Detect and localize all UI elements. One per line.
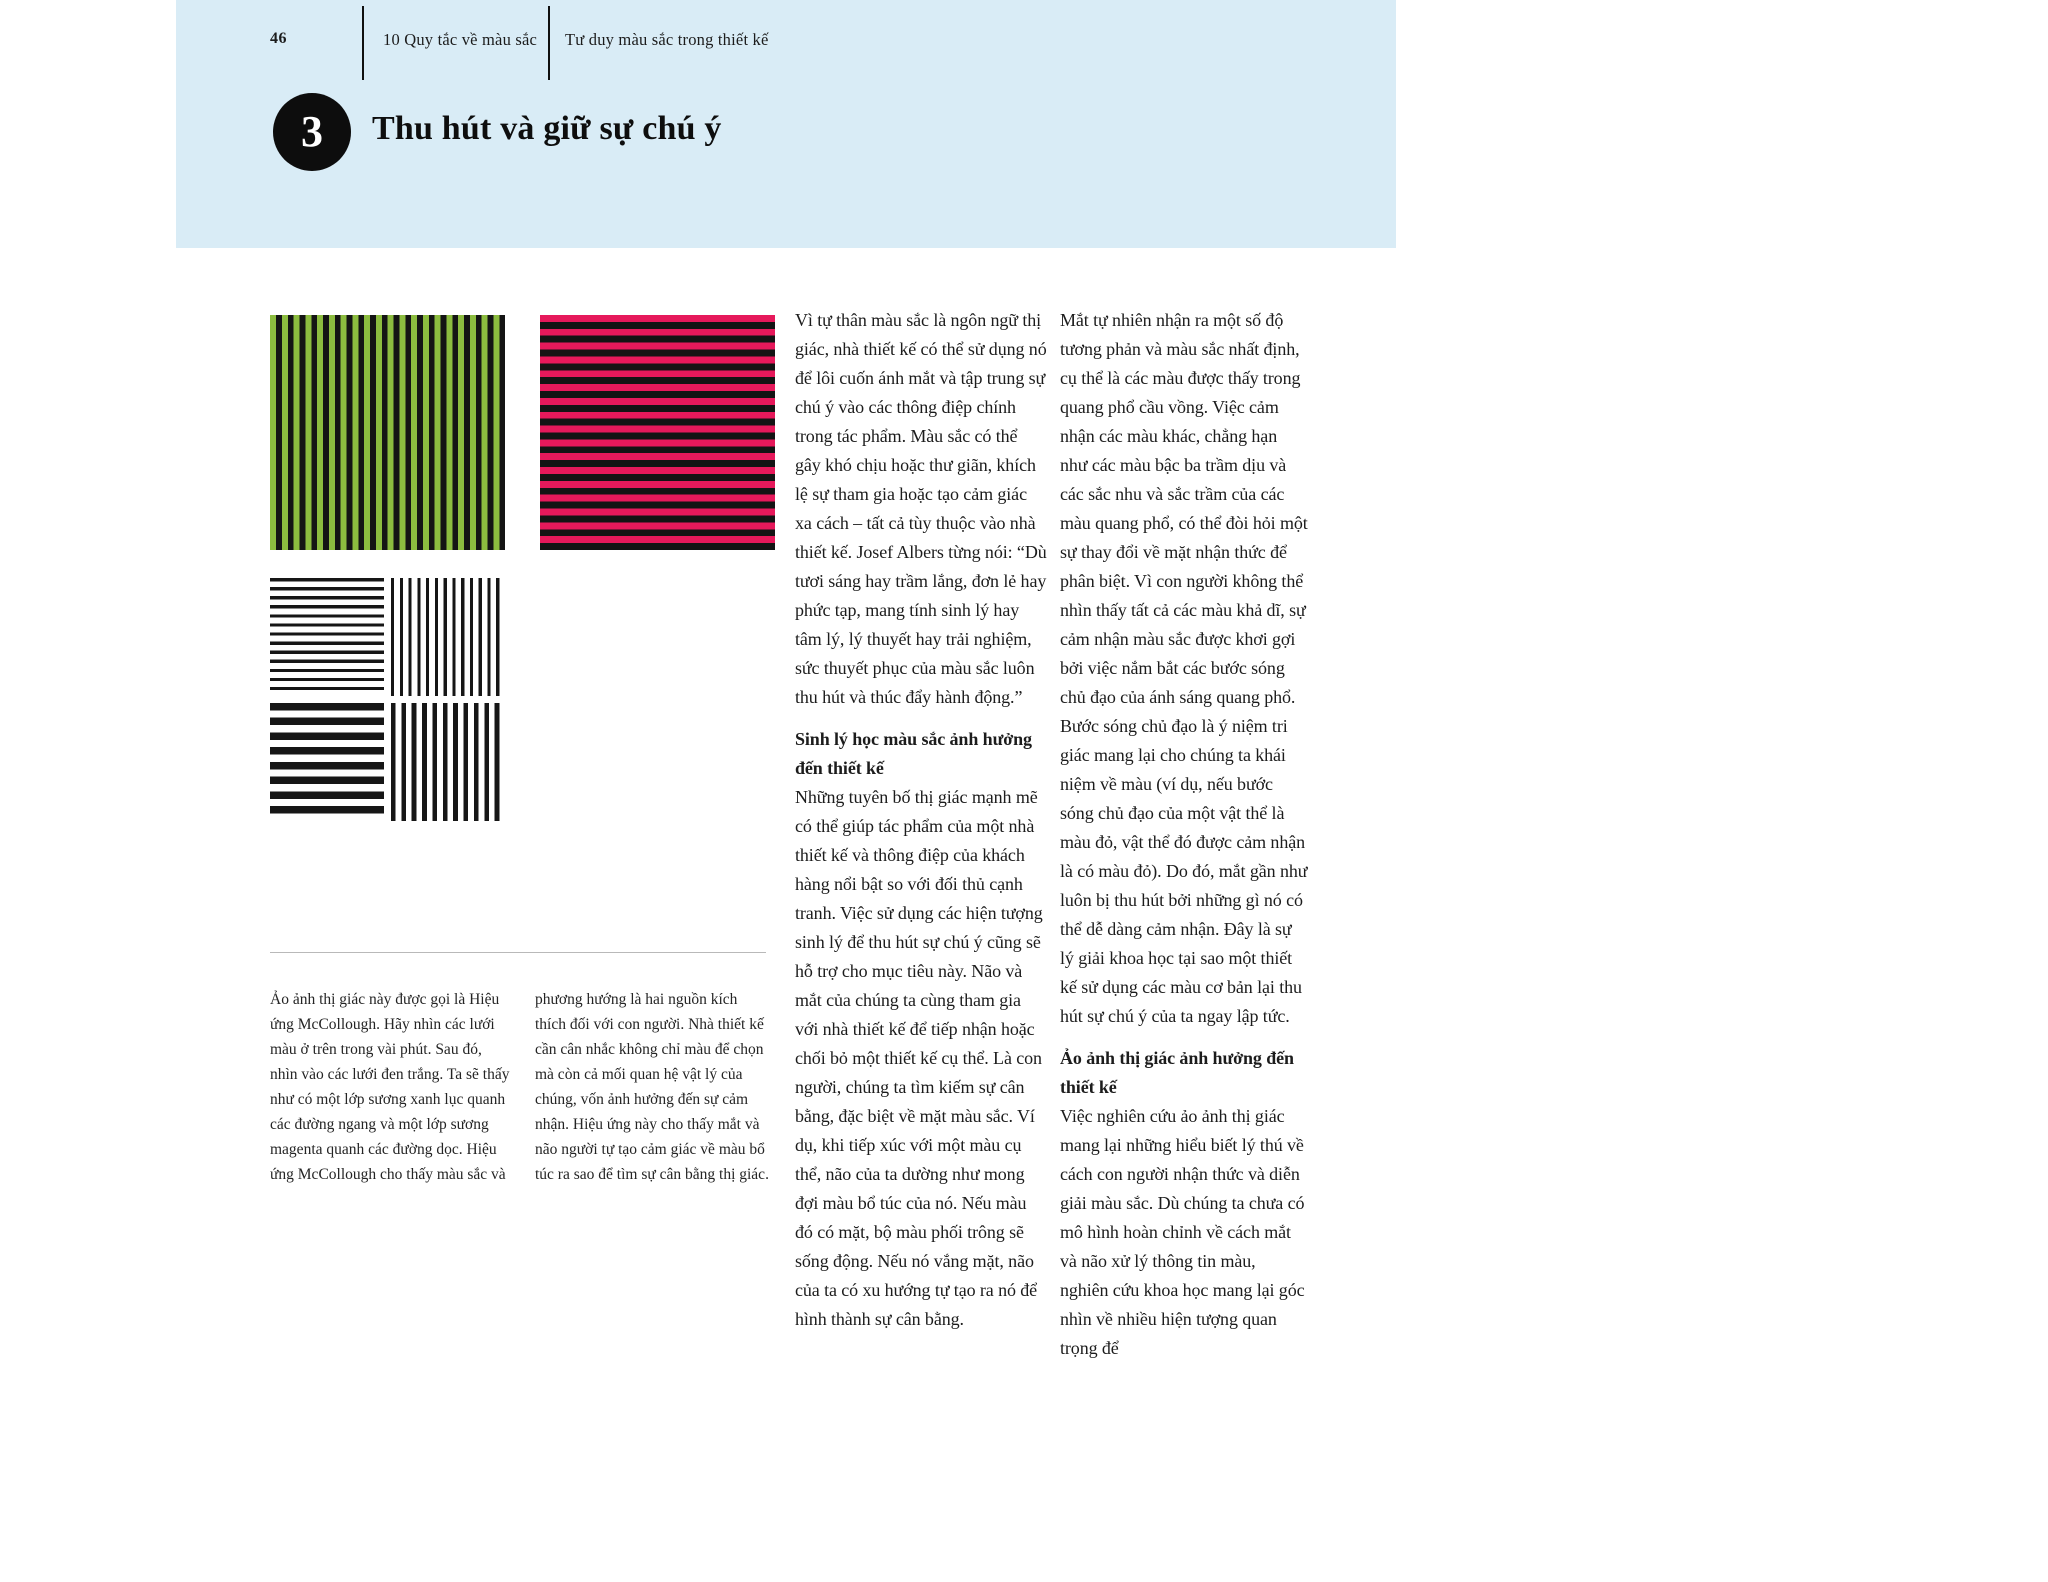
figure-caption-column-2: phương hướng là hai nguồn kích thích đối với con người. Nhà thiết kế cần cân nhắc không chỉ màu để chọn mà còn cả mối quan hệ vật lý của chúng, vốn ảnh hưởng đến sự cảm nhận. Hiệu ứng này cho thấy mắt và não người tự tạo cảm giác về màu bổ túc ra sao để tìm sự cân bằng thị giác. [535, 990, 769, 1183]
body-paragraph: Những tuyên bố thị giác mạnh mẽ có thể giúp tác phẩm của một nhà thiết kế và thông điệp của khách hàng nổi bật so với đối thủ cạnh tranh. Việc sử dụng các hiện tượng sinh lý để thu hút sự chú ý cũng sẽ hỗ trợ cho mục tiêu này. Não và mắt của chúng ta cùng tham gia với nhà thiết kế để tiếp nhận hoặc chối bỏ một thiết kế cụ thể. Là con người, chúng ta tìm kiếm sự cân bằng, đặc biệt về mặt màu sắc. Ví dụ, khi tiếp xúc với một màu cụ thể, não của ta dường như mong đợi màu bổ túc của nó. Nếu màu đó có mặt, bộ màu phối trông sẽ sống động. Nếu nó vắng mặt, não của ta có xu hướng tự tạo ra nó để hình thành sự cân bằng. [795, 787, 1043, 1329]
chapter-number: 3 [301, 107, 323, 156]
running-head-book-title: 10 Quy tắc về màu sắc [383, 30, 538, 49]
test-grid-quadrant-bottom-left [270, 703, 384, 821]
header-divider [548, 6, 550, 80]
page-number: 46 [270, 30, 287, 47]
running-head-section-title: Tư duy màu sắc trong thiết kế [565, 30, 769, 49]
magenta-horizontal-grating-figure [540, 315, 775, 550]
test-grid-quadrant-top-left [270, 578, 384, 696]
subheading-color-physiology: Sinh lý học màu sắc ảnh hưởng đến thiết kế [795, 729, 1032, 778]
chapter-title: Thu hút và giữ sự chú ý [372, 110, 722, 147]
test-grid-quadrant-bottom-right [391, 703, 505, 821]
body-column-1 [795, 306, 1047, 1334]
body-paragraph: Việc nghiên cứu ảo ảnh thị giác mang lại những hiểu biết lý thú về cách con người nhận thức và diễn giải màu sắc. Dù chúng ta chưa có mô hình hoàn chỉnh về cách mắt và não xử lý thông tin màu, nghiên cứu khoa học mang lại góc nhìn về nhiều hiện tượng quan trọng để [1060, 1106, 1305, 1358]
chapter-number-badge [273, 93, 351, 171]
black-white-test-grid-figure [270, 578, 505, 821]
figure-caption-column-1: Ảo ảnh thị giác này được gọi là Hiệu ứng McCollough. Hãy nhìn các lưới màu ở trên trong vài phút. Sau đó, nhìn vào các lưới đen trắng. Ta sẽ thấy như có một lớp sương xanh lục quanh các đường ngang và một lớp sương magenta quanh các đường dọc. Hiệu ứng McCollough cho thấy màu sắc và [270, 990, 510, 1183]
test-grid-quadrant-top-right [391, 578, 505, 696]
header-divider [362, 6, 364, 80]
green-vertical-grating-figure [270, 315, 505, 550]
body-paragraph: Mắt tự nhiên nhận ra một số độ tương phản và màu sắc nhất định, cụ thể là các màu được thấy trong quang phổ cầu vồng. Việc cảm nhận các màu khác, chẳng hạn như các màu bậc ba trầm dịu và các sắc nhu và sắc trầm của các màu quang phổ, có thể đòi hỏi một sự thay đổi về mặt nhận thức để phân biệt. Vì con người không thể nhìn thấy tất cả các màu khả dĩ, sự cảm nhận màu sắc được khơi gợi bởi việc nắm bắt các bước sóng chủ đạo của ánh sáng quang phổ. Bước sóng chủ đạo là ý niệm tri giác mang lại cho chúng ta khái niệm về màu (ví dụ, nếu bước sóng chủ đạo của một vật thể là màu đỏ, vật thể đó được cảm nhận là có màu đỏ). Do đó, mắt gần như luôn bị thu hút bởi những gì nó có thể dễ dàng cảm nhận. Đây là sự lý giải khoa học tại sao một thiết kế sử dụng các màu cơ bản lại thu hút sự chú ý của ta ngay lập tức. [1060, 310, 1308, 1026]
subheading-optical-illusions: Ảo ảnh thị giác ảnh hưởng đến thiết kế [1060, 1048, 1294, 1097]
chapter-header-band [176, 0, 1396, 248]
body-paragraph: Vì tự thân màu sắc là ngôn ngữ thị giác, nhà thiết kế có thể sử dụng nó để lôi cuốn ánh mắt và tập trung sự chú ý vào các thông điệp chính trong tác phẩm. Màu sắc có thể gây khó chịu hoặc thư giãn, khích lệ sự tham gia hoặc tạo cảm giác xa cách – tất cả tùy thuộc vào nhà thiết kế. Josef Albers từng nói: “Dù tươi sáng hay trầm lắng, đơn lẻ hay phức tạp, mang tính sinh lý hay tâm lý, lý thuyết hay trải nghiệm, sức thuyết phục của màu sắc luôn thu hút và thúc đẩy hành động.” [795, 310, 1047, 707]
body-column-2 [1060, 306, 1308, 1363]
caption-divider-rule [270, 952, 766, 953]
